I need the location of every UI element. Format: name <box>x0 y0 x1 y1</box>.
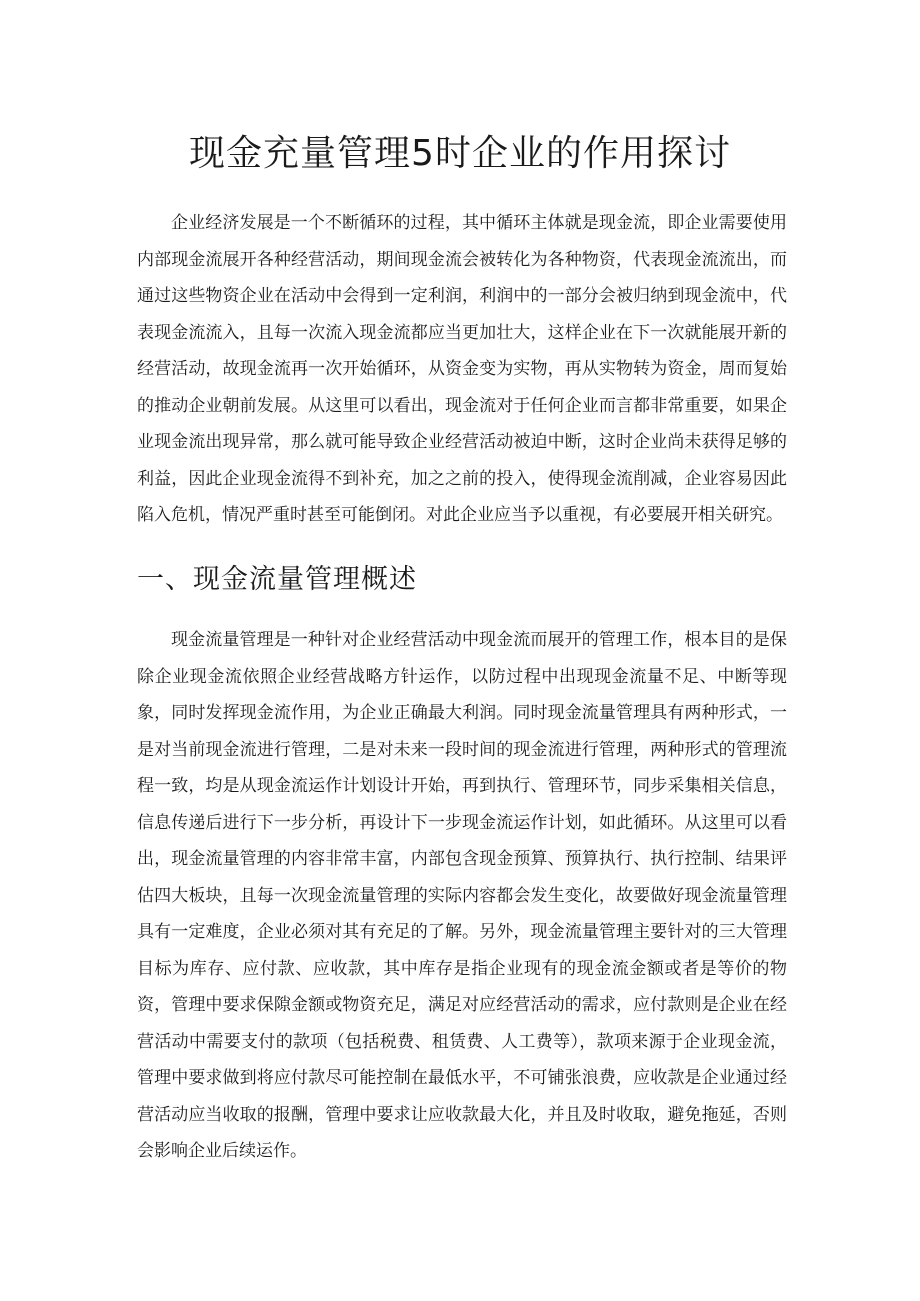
section-paragraph: 现金流量管理是一种针对企业经营活动中现金流而展开的管理工作，根本目的是保除企业现金流依照企业经营战略方针运作，以防过程中出现现金流量不足、中断等现象，同时发挥现金流作用，为企业正确最大利润。同时现金流量管理具有两种形式，一是对当前现金流进行管理，二是对未来一段时间的现金流进行管理，两种形式的管理流程一致，均是从现金流运作计划设计开始，再到执行、管理环节，同步采集相关信息，信息传递后进行下一步分析，再设计下一步现金流运作计划，如此循环。从这里可以看出，现金流量管理的内容非常丰富，内部包含现金预算、预算执行、执行控制、结果评估四大板块，且每一次现金流量管理的实际内容都会发生变化，故要做好现金流量管理具有一定难度，企业必须对其有充足的了解。另外，现金流量管理主要针对的三大管理目标为库存、应付款、应收款，其中库存是指企业现有的现金流金额或者是等价的物资，管理中要求保隙金额或物资充足，满足对应经营活动的需求，应付款则是企业在经营活动中需要支付的款项（包括税费、租赁费、人工费等），款项来源于企业现金流，管理中要求做到将应付款尽可能控制在最低水平，不可铺张浪费，应收款是企业通过经营活动应当收取的报酬，管理中要求让应收款最大化，并且及时收取，避免拖延，否则会影响企业后续运作。 <box>137 630 787 1161</box>
document-title: 现金充量管理5时企业的作用探讨 <box>189 133 731 174</box>
intro-paragraph: 企业经济发展是一个不断循环的过程，其中循环主体就是现金流，即企业需要使用内部现金流展开各种经营活动，期间现金流会被转化为各种物资，代表现金流流出，而通过这些物资企业在活动中会得到一定利润，利润中的一部分会被归纳到现金流中，代表现金流流入，且每一次流入现金流都应当更加壮大，这样企业在下一次就能展开新的经营活动，故现金流再一次开始循环，从资金变为实物，再从实物转为资金，周而复始的推动企业朝前发展。从这里可以看出，现金流对于任何企业而言都非常重要，如果企业现金流出现异常，那么就可能导致企业经营活动被迫中断，这时企业尚未获得足够的利益，因此企业现金流得不到补充，加之之前的投入，使得现金流削减，企业容易因此陷入危机，情况严重时甚至可能倒闭。对此企业应当予以重视，有必要展开相关研究。 <box>137 213 787 525</box>
section-heading: 一、现金流量管理概述 <box>137 564 417 595</box>
